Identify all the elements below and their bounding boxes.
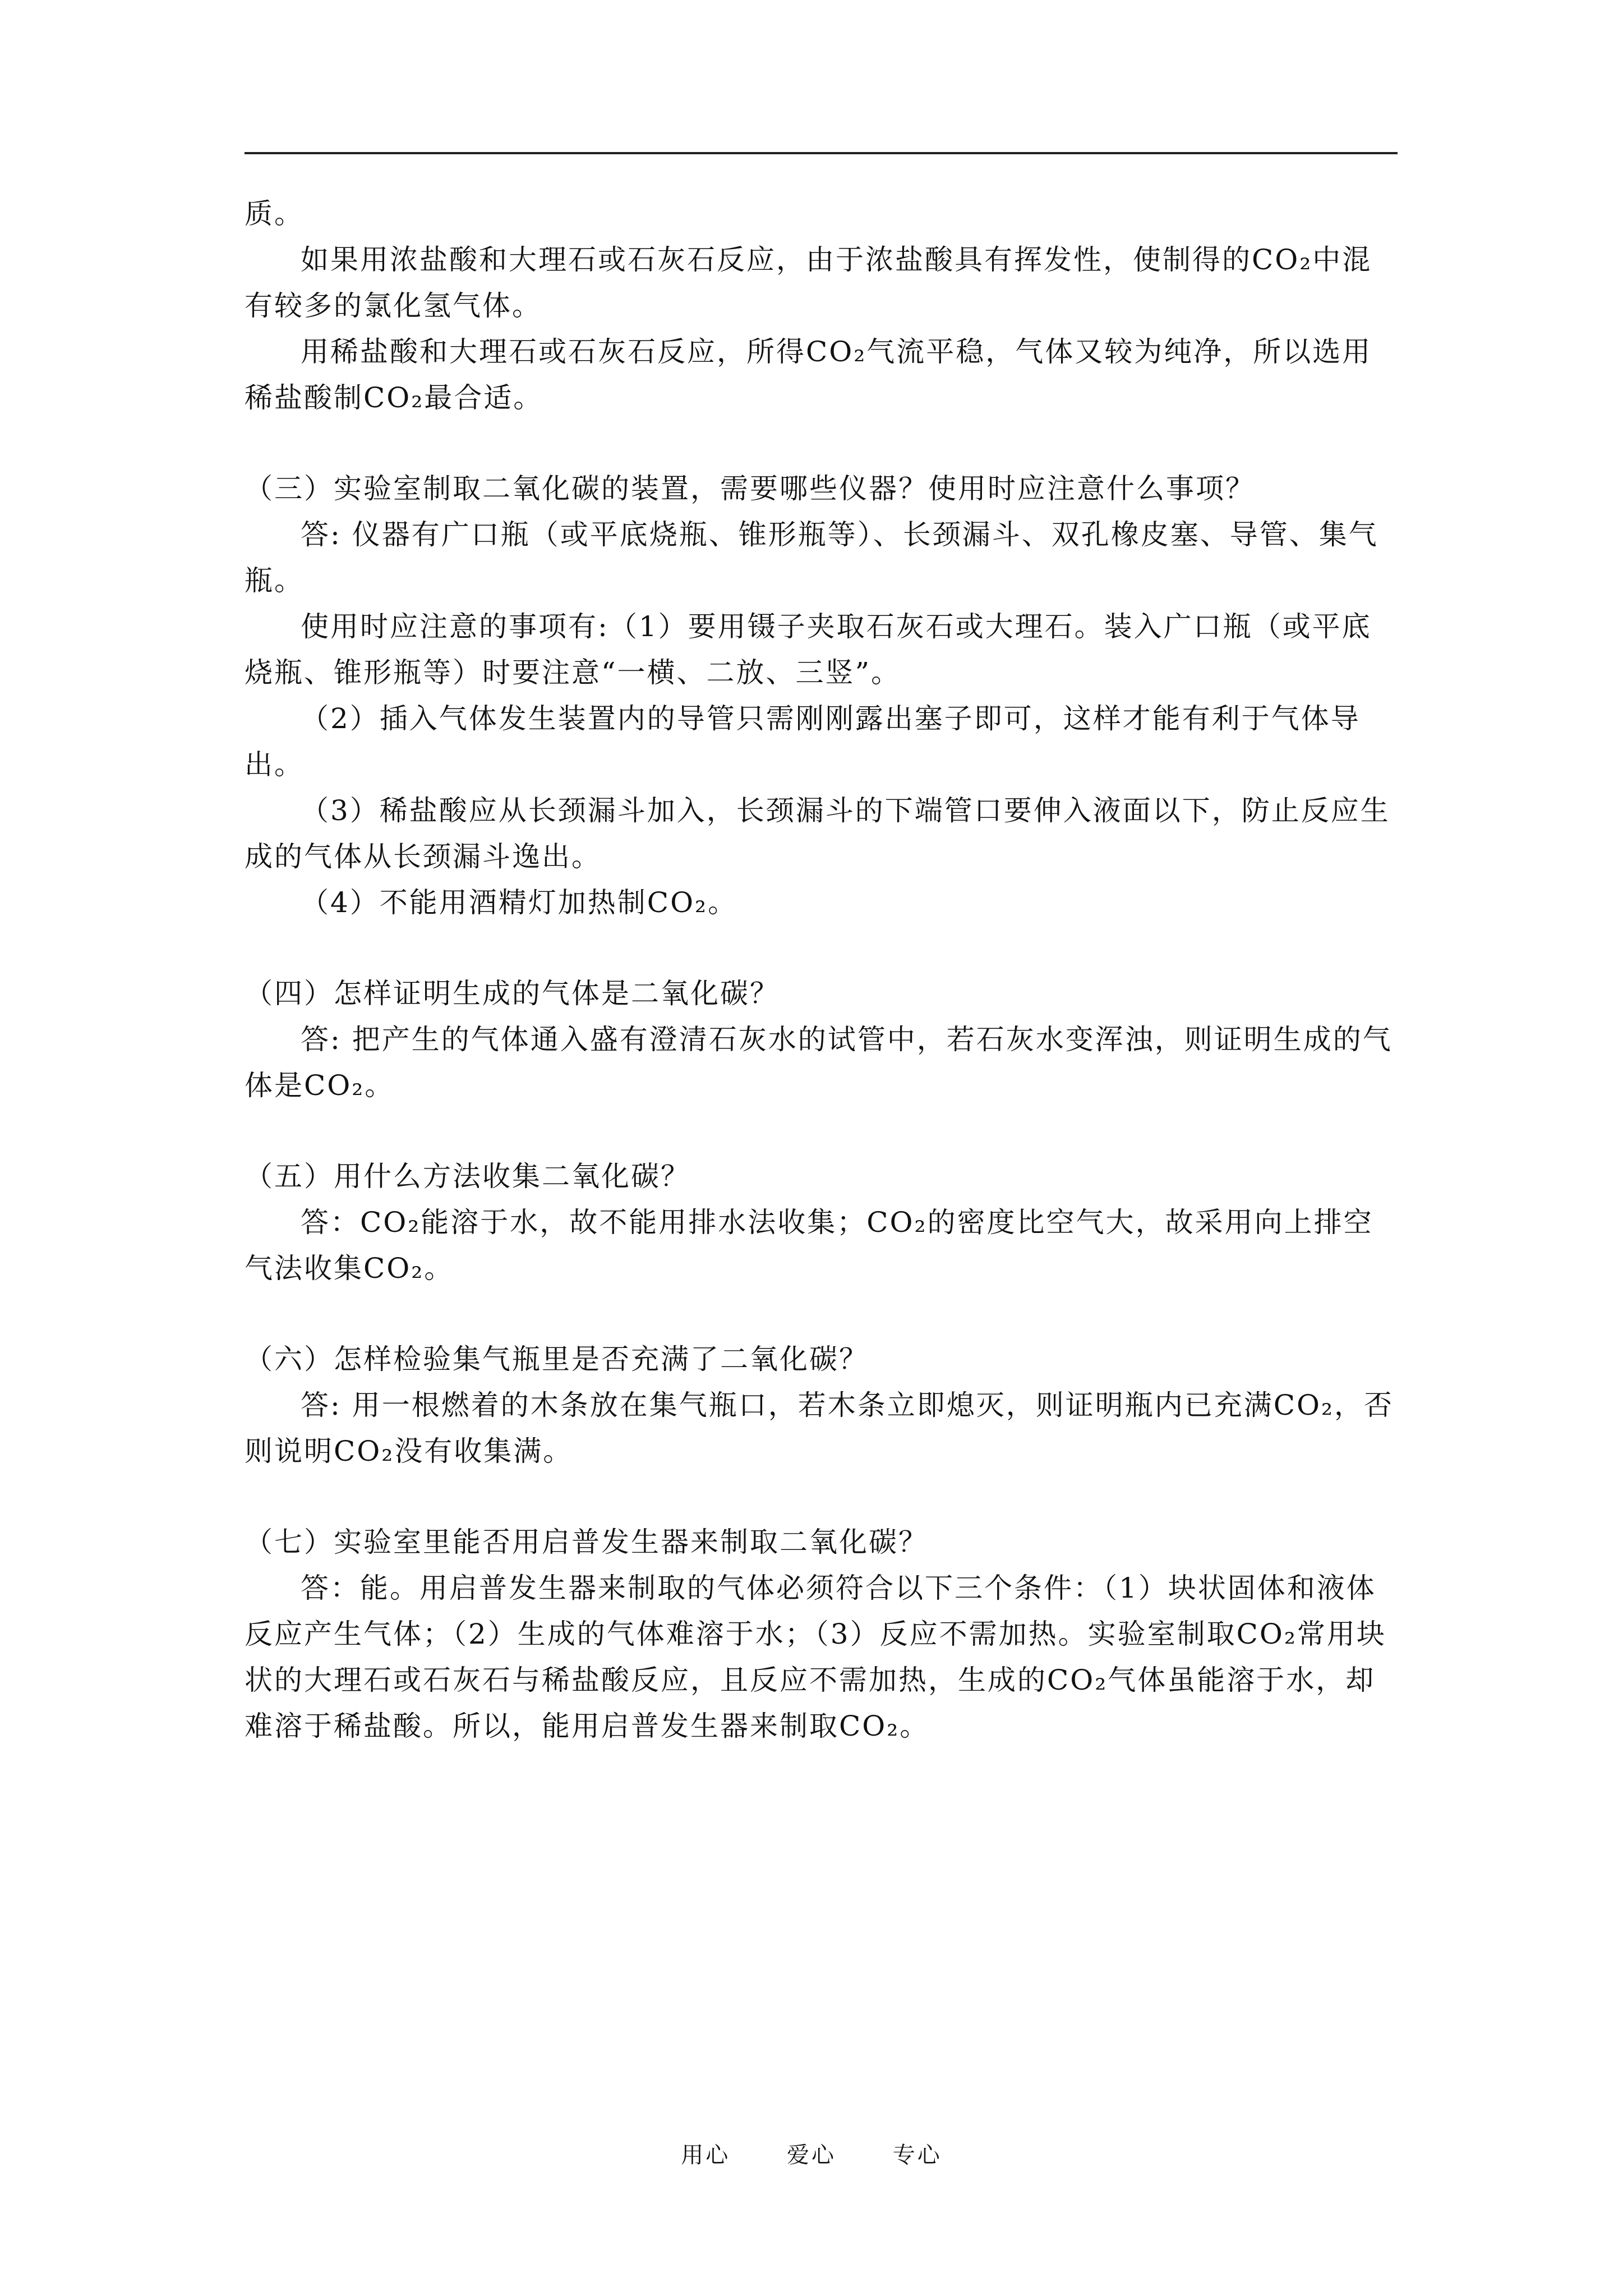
question-3-note: 使用时应注意的事项有:（1）要用镊子夹取石灰石或大理石。装入广口瓶（或平底烧瓶、锥形瓶等）时要注意“一横、二放、三竖”。 <box>245 610 1372 689</box>
page-footer <box>0 2137 1623 2169</box>
document-body <box>245 191 1398 1749</box>
question-3-item-3: （3）稀盐酸应从长颈漏斗加入，长颈漏斗的下端管口要伸入液面以下，防止反应生成的气体从长颈漏斗逸出。 <box>245 794 1390 873</box>
question-3-item-2: （2）插入气体发生装置内的导管只需刚刚露出塞子即可，这样才能有利于气体导出。 <box>245 702 1361 781</box>
question-6-title: （六）怎样检验集气瓶里是否充满了二氧化碳？ <box>245 1343 869 1375</box>
footer-word-3: 专心 <box>892 2142 942 2168</box>
header-rule <box>245 152 1398 154</box>
question-6-section <box>245 1336 1398 1474</box>
intro-paragraph-2: 用稀盐酸和大理石或石灰石反应，所得CO₂气流平稳，气体又较为纯净，所以选用稀盐酸制CO₂最合适。 <box>245 335 1372 414</box>
question-7-section <box>245 1519 1398 1749</box>
question-4-section <box>245 970 1398 1108</box>
question-3-answer: 答: 仪器有广口瓶（或平底烧瓶、锥形瓶等）、长颈漏斗、双孔橡皮塞、导管、集气瓶。 <box>245 518 1378 597</box>
question-5-answer: 答：CO₂能溶于水，故不能用排水法收集；CO₂的密度比空气大，故采用向上排空气法收集CO₂。 <box>245 1206 1373 1285</box>
question-6-answer: 答: 用一根燃着的木条放在集气瓶口，若木条立即熄灭，则证明瓶内已充满CO₂，否则说明CO₂没有收集满。 <box>245 1389 1394 1467</box>
question-3-section <box>245 466 1398 926</box>
question-3-item-4: （4）不能用酒精灯加热制CO₂。 <box>301 886 738 919</box>
question-7-title: （七）实验室里能否用启普发生器来制取二氧化碳？ <box>245 1526 928 1558</box>
footer-word-1: 用心 <box>681 2142 731 2168</box>
question-4-title: （四）怎样证明生成的气体是二氧化碳？ <box>245 977 780 1010</box>
intro-paragraph-0: 质。 <box>245 197 304 230</box>
intro-paragraph-1: 如果用浓盐酸和大理石或石灰石反应，由于浓盐酸具有挥发性，使制得的CO₂中混有较多的氯化氢气体。 <box>245 243 1372 322</box>
question-3-title: （三）实验室制取二氧化碳的装置，需要哪些仪器？使用时应注意什么事项？ <box>245 472 1255 505</box>
question-5-title: （五）用什么方法收集二氧化碳？ <box>245 1160 690 1193</box>
question-4-answer: 答: 把产生的气体通入盛有澄清石灰水的试管中，若石灰水变浑浊，则证明生成的气体是CO₂。 <box>245 1023 1393 1102</box>
footer-word-2: 爱心 <box>787 2142 836 2168</box>
question-5-section <box>245 1153 1398 1291</box>
question-7-answer: 答：能。用启普发生器来制取的气体必须符合以下三个条件：（1）块状固体和液体反应产生气体；（2）生成的气体难溶于水；（3）反应不需加热。实验室制取CO₂常用块状的大理石或石灰石与稀盐酸反应，且反应不需加热，生成的CO₂气体虽能溶于水，却难溶于稀盐酸。所以，能用启普发生器来制取CO₂。 <box>245 1572 1386 1742</box>
